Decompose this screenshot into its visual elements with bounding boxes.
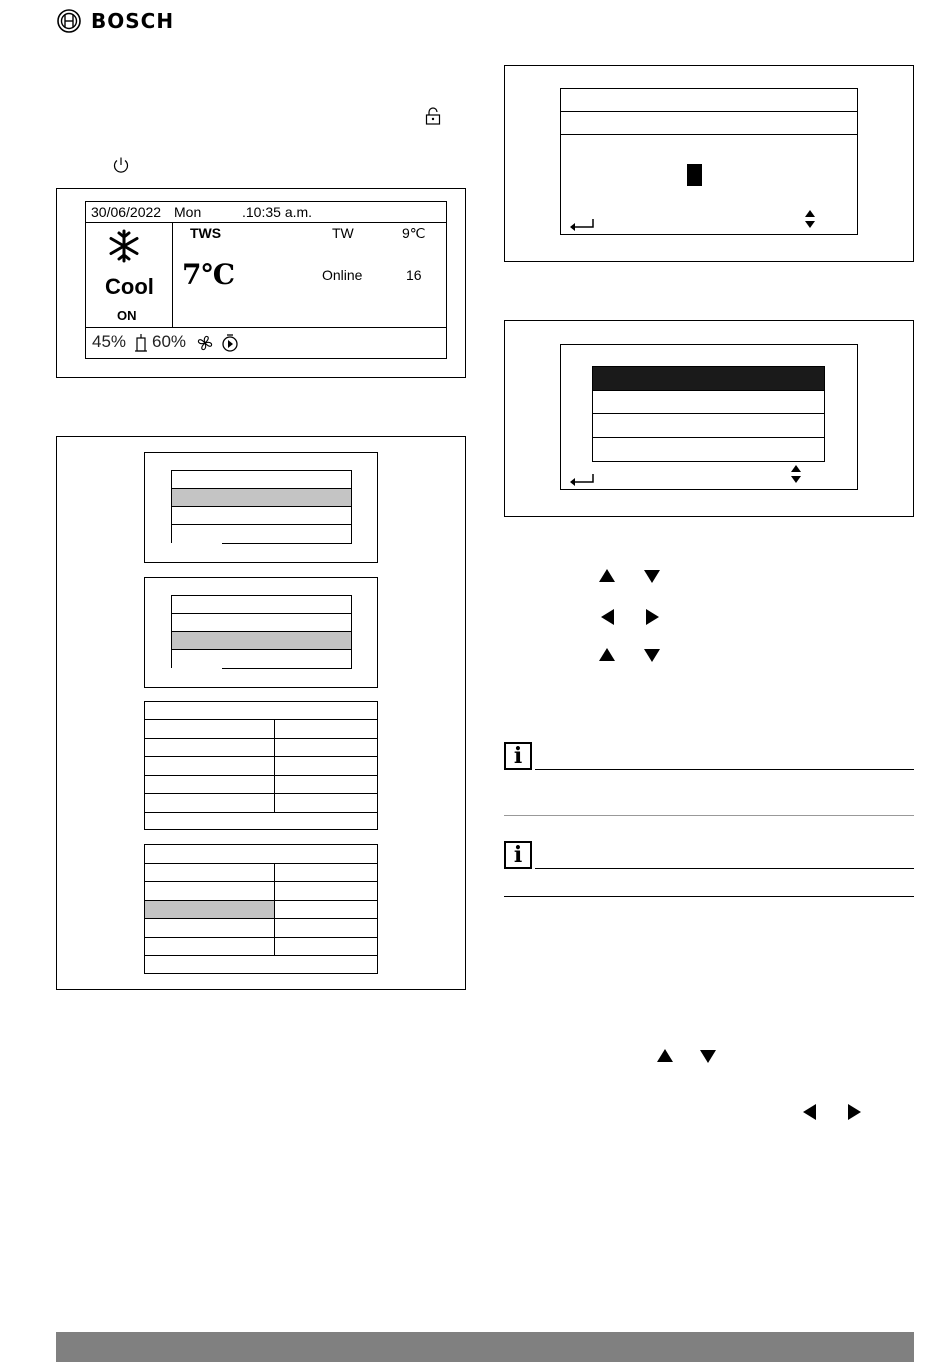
left-arrow-icon [803,1104,816,1120]
list-row[interactable] [592,413,825,438]
left-arrow-icon [601,609,614,625]
input-cursor[interactable] [687,164,702,186]
menu-row [171,470,352,489]
timer-icon [221,333,239,353]
lcd-mode: Cool [105,274,154,299]
menu-row [171,613,352,632]
lcd-humidity: 45% [92,332,127,351]
fan-icon [195,333,215,353]
menu-row [171,595,352,614]
unlock-icon [425,107,441,125]
updown-icon[interactable] [790,464,802,484]
lcd-day: Mon [174,204,202,220]
lcd-tw-value: 9℃ [402,225,426,241]
lcd-label-tw: TW [332,225,354,241]
right-arrow-icon [848,1104,861,1120]
brand-name: BOSCH [91,9,175,33]
bosch-logo [56,8,186,34]
list-row[interactable] [592,390,825,414]
lcd-screen [85,201,447,359]
bosch-armature-icon [56,8,82,34]
list-row-selected[interactable] [592,366,825,391]
enter-icon[interactable] [569,473,595,487]
updown-icon[interactable] [804,209,816,229]
menu-row-selected[interactable] [171,631,352,650]
up-arrow-icon [599,569,615,582]
table-cell-selected[interactable] [145,900,274,918]
up-arrow-icon [657,1049,673,1062]
lcd-setpoint: 7℃ [182,258,236,291]
info-icon: i [504,841,532,869]
menu-row [171,506,352,525]
settings-table-1 [144,701,378,830]
snowflake-icon [106,228,142,264]
lcd-label-tws: TWS [190,225,222,241]
down-arrow-icon [644,649,660,662]
lcd-status: Online [322,267,363,283]
lcd-level: 60% [152,332,187,351]
lcd-state: ON [117,308,137,323]
up-arrow-icon [599,648,615,661]
lcd-count: 16 [406,267,422,283]
tank-icon [134,333,148,353]
down-arrow-icon [700,1050,716,1063]
lcd-time: .10:35 a.m. [242,204,313,220]
power-icon [112,156,130,174]
list-row[interactable] [592,437,825,462]
menu-row-selected[interactable] [171,488,352,507]
enter-icon[interactable] [569,218,595,232]
down-arrow-icon [644,570,660,583]
lcd-date: 30/06/2022 [91,204,162,220]
info-icon: i [504,742,532,770]
footer-bar [56,1332,914,1362]
right-arrow-icon [646,609,659,625]
